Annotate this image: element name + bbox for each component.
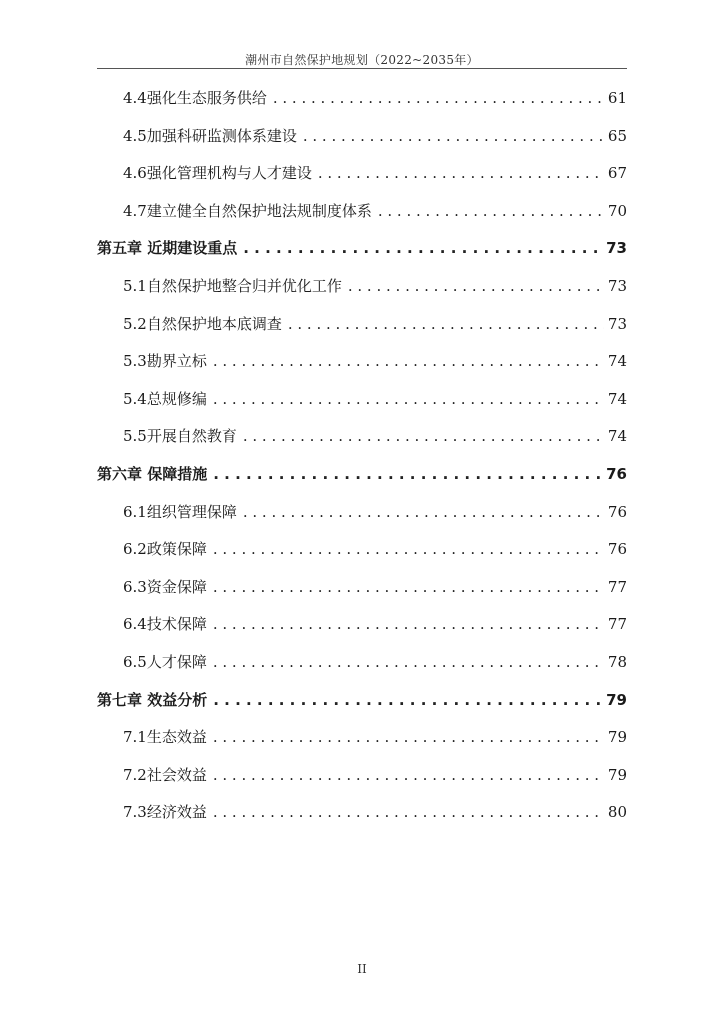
toc-section-entry[interactable] xyxy=(123,313,627,337)
toc-dot-leader xyxy=(213,578,604,596)
toc-page-number: 79 xyxy=(607,728,627,746)
toc-section-entry[interactable] xyxy=(123,801,627,825)
toc-chapter-entry[interactable] xyxy=(97,463,627,487)
toc-section-entry[interactable] xyxy=(123,388,627,412)
toc-entry-title: 6.4技术保障 xyxy=(123,615,207,633)
toc-section-entry[interactable] xyxy=(123,501,627,525)
toc-page-number: 79 xyxy=(607,766,627,784)
toc-page-number: 65 xyxy=(607,127,627,145)
toc-chapter-entry[interactable] xyxy=(97,689,627,713)
toc-entry-title: 6.2政策保障 xyxy=(123,540,207,558)
toc-entry-title: 5.5开展自然教育 xyxy=(123,427,237,445)
toc-entry-title: 第六章 保障措施 xyxy=(97,465,208,483)
toc-section-entry[interactable] xyxy=(123,275,627,299)
toc-dot-leader xyxy=(348,277,604,295)
toc-page-number: 80 xyxy=(607,803,627,821)
toc-entry-title: 5.4总规修编 xyxy=(123,390,207,408)
toc-dot-leader xyxy=(288,315,604,333)
toc-dot-leader xyxy=(243,239,602,257)
toc-dot-leader xyxy=(213,540,604,558)
toc-page-number: 74 xyxy=(607,390,627,408)
toc-entry-title: 4.7建立健全自然保护地法规制度体系 xyxy=(123,202,372,220)
toc-section-entry[interactable] xyxy=(123,125,627,149)
toc-section-entry[interactable] xyxy=(123,162,627,186)
toc-page-number: 67 xyxy=(607,164,627,182)
toc-dot-leader xyxy=(273,89,604,107)
toc-entry-title: 7.1生态效益 xyxy=(123,728,207,746)
toc-entry-title: 6.1组织管理保障 xyxy=(123,503,237,521)
toc-dot-leader xyxy=(243,503,604,521)
toc-section-entry[interactable] xyxy=(123,764,627,788)
page-header: 潮州市自然保护地规划（2022~2035年） xyxy=(245,53,479,67)
page-number: II xyxy=(357,962,367,976)
toc-section-entry[interactable] xyxy=(123,87,627,111)
toc-page-number: 79 xyxy=(606,691,627,709)
toc-dot-leader xyxy=(213,803,604,821)
toc-page-number: 73 xyxy=(607,315,627,333)
toc-entry-title: 4.6强化管理机构与人才建设 xyxy=(123,164,312,182)
toc-dot-leader xyxy=(213,465,602,483)
toc-page-number: 76 xyxy=(606,465,627,483)
toc-chapter-entry[interactable] xyxy=(97,237,627,261)
toc-page-number: 74 xyxy=(607,427,627,445)
toc-entry-title: 6.5人才保障 xyxy=(123,653,207,671)
toc-dot-leader xyxy=(243,427,604,445)
toc-dot-leader xyxy=(213,691,602,709)
toc-page-number: 76 xyxy=(607,540,627,558)
toc-entry-title: 5.3勘界立标 xyxy=(123,352,207,370)
toc-page-number: 61 xyxy=(607,89,627,107)
toc-page-number: 78 xyxy=(607,653,627,671)
toc-entry-title: 4.4强化生态服务供给 xyxy=(123,89,267,107)
toc-dot-leader xyxy=(213,390,604,408)
toc-page-number: 77 xyxy=(607,578,627,596)
toc-section-entry[interactable] xyxy=(123,726,627,750)
toc-dot-leader xyxy=(303,127,604,145)
toc-page-number: 74 xyxy=(607,352,627,370)
toc-section-entry[interactable] xyxy=(123,538,627,562)
toc-entry-title: 第七章 效益分析 xyxy=(97,691,208,709)
toc-entry-title: 6.3资金保障 xyxy=(123,578,207,596)
toc-entry-title: 7.3经济效益 xyxy=(123,803,207,821)
toc-entry-title: 7.2社会效益 xyxy=(123,766,207,784)
toc-entry-title: 第五章 近期建设重点 xyxy=(97,239,238,257)
toc-dot-leader xyxy=(213,352,604,370)
toc-section-entry[interactable] xyxy=(123,613,627,637)
toc-section-entry[interactable] xyxy=(123,576,627,600)
toc-page-number: 70 xyxy=(607,202,627,220)
toc-section-entry[interactable] xyxy=(123,350,627,374)
toc-dot-leader xyxy=(378,202,604,220)
toc-dot-leader xyxy=(213,766,604,784)
toc-section-entry[interactable] xyxy=(123,200,627,224)
toc-dot-leader xyxy=(318,164,604,182)
toc-section-entry[interactable] xyxy=(123,651,627,675)
toc-dot-leader xyxy=(213,728,604,746)
toc-page-number: 77 xyxy=(607,615,627,633)
toc-page-number: 73 xyxy=(607,277,627,295)
toc-entry-title: 5.1自然保护地整合归并优化工作 xyxy=(123,277,342,295)
toc-section-entry[interactable] xyxy=(123,425,627,449)
toc-page-number: 76 xyxy=(607,503,627,521)
header-divider xyxy=(97,68,627,69)
toc-entry-title: 4.5加强科研监测体系建设 xyxy=(123,127,297,145)
toc-page-number: 73 xyxy=(606,239,627,257)
toc-entry-title: 5.2自然保护地本底调查 xyxy=(123,315,282,333)
toc-dot-leader xyxy=(213,615,604,633)
toc-dot-leader xyxy=(213,653,604,671)
